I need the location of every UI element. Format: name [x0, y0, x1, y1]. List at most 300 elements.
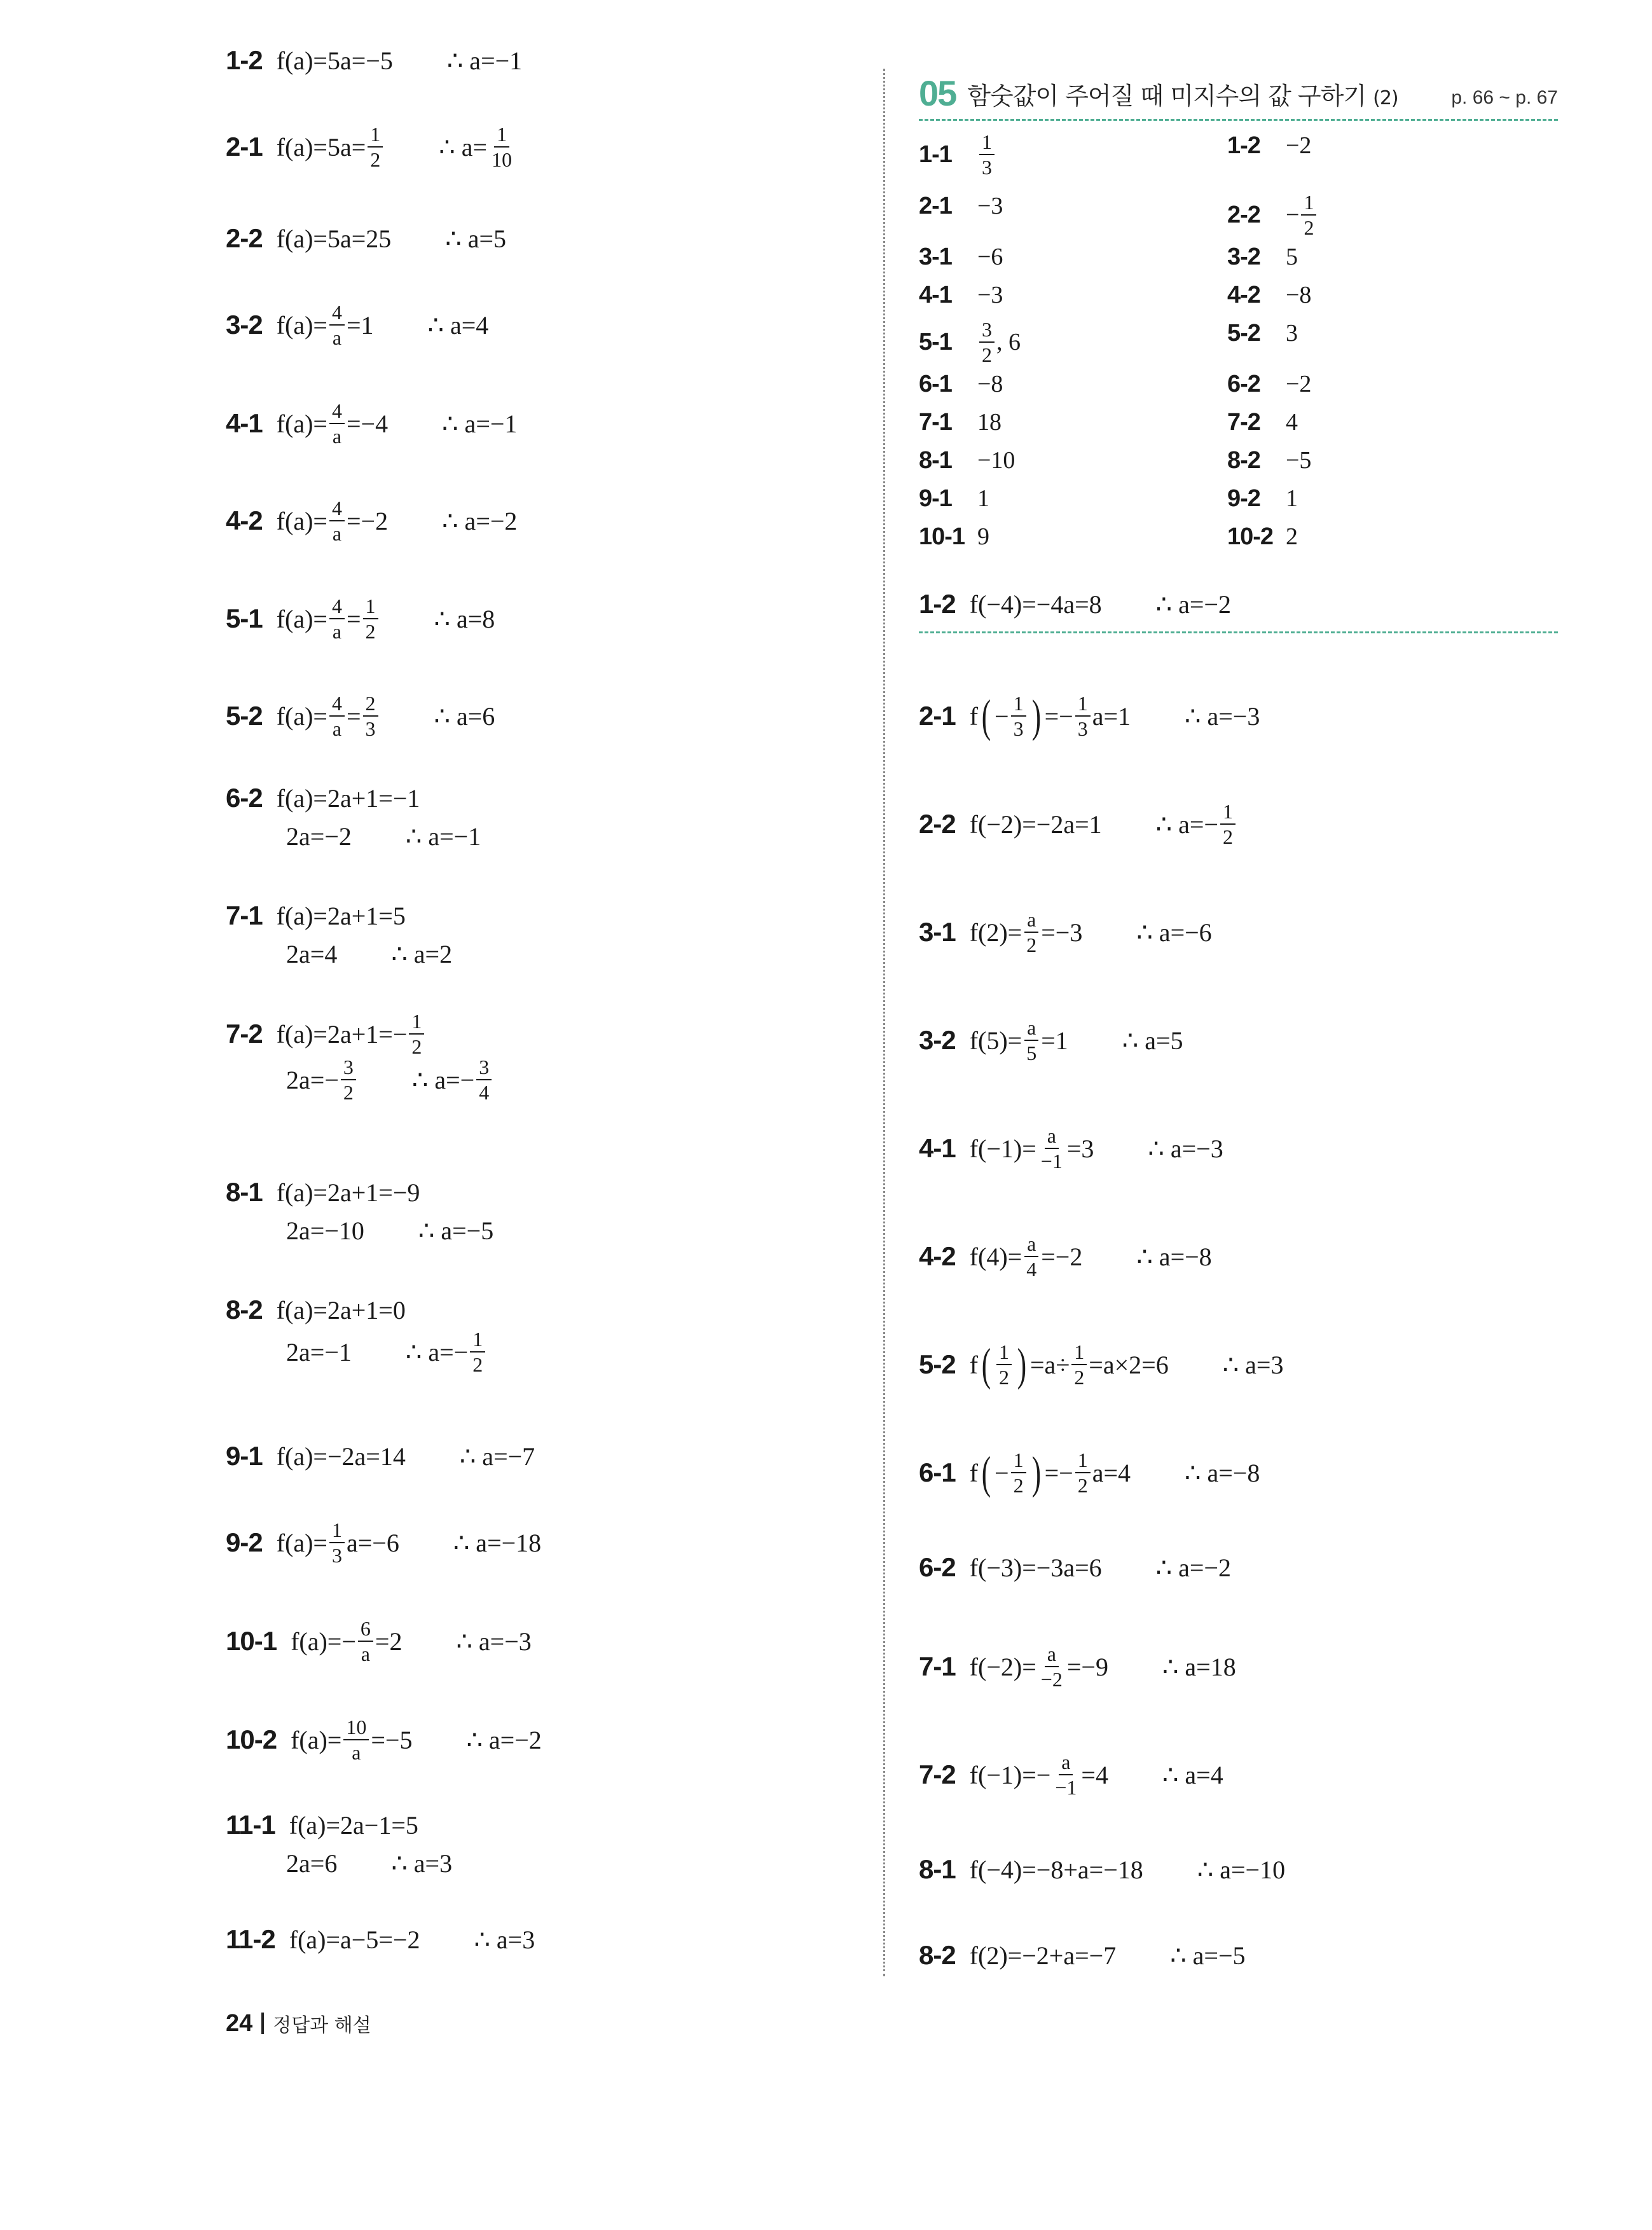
- section-number: 05: [919, 73, 956, 113]
- fraction: [329, 596, 345, 642]
- expr-text: f(−3)=−3a=6: [969, 1553, 1102, 1582]
- answer-label: 2-1: [919, 192, 952, 219]
- solution: [406, 1329, 487, 1375]
- answer-9-2: [1227, 485, 1298, 513]
- answer-value: [977, 485, 989, 513]
- solution: [391, 1848, 452, 1878]
- fraction-denominator: 2: [1074, 1366, 1085, 1389]
- problem-line-1: [919, 1850, 1555, 1889]
- fraction: [1071, 1342, 1087, 1387]
- solution-text: ∴ a=−2: [1155, 589, 1231, 619]
- problem-3-2: [226, 302, 862, 348]
- problem-label: 2-1: [226, 132, 263, 162]
- expression: [277, 1295, 406, 1325]
- expr-text: f(a)=: [276, 310, 327, 340]
- fraction-denominator: 2: [411, 1035, 422, 1058]
- solution: [1136, 1242, 1211, 1272]
- problem-2-1: [226, 124, 862, 170]
- expr-text: f(a)=5a=: [276, 132, 366, 162]
- fraction: [343, 1717, 369, 1763]
- expression: [277, 1520, 399, 1566]
- fraction-numerator: 1: [1075, 693, 1091, 717]
- answer-4-2: [1227, 281, 1311, 309]
- problem-5-2: [226, 693, 862, 739]
- fraction-numerator: 1: [1071, 1342, 1087, 1365]
- problem-10-2: [226, 1717, 862, 1763]
- expr-text: =: [346, 701, 361, 731]
- answer-value: [1286, 523, 1298, 551]
- fraction-denominator: 2: [370, 148, 381, 171]
- fraction-denominator: a: [332, 522, 342, 545]
- answer-text: −8: [977, 371, 1003, 397]
- solution: [434, 701, 495, 731]
- expr-text: f(a)=2a+1=5: [276, 901, 406, 930]
- problem-label: 7-1: [226, 900, 263, 930]
- expr-text: f: [969, 1458, 979, 1487]
- problem-label: 2-2: [226, 223, 263, 253]
- problem-line-1: [226, 302, 862, 348]
- answer-value: [977, 370, 1003, 398]
- expr-text: 2a=6: [286, 1848, 338, 1878]
- expr-text: =a×2=6: [1089, 1350, 1169, 1379]
- answer-2-1: [919, 192, 1003, 220]
- fraction-numerator: 1: [1220, 801, 1236, 825]
- fraction-denominator: 5: [1026, 1042, 1037, 1064]
- problem-line-1: [226, 1520, 862, 1566]
- expr-text: f(a)=2a+1=−: [276, 1019, 408, 1049]
- solution-text: ∴ a=−2: [1155, 1553, 1231, 1582]
- expression: [970, 1234, 1083, 1279]
- expr-text: f(−2)=−2a=1: [969, 809, 1102, 839]
- answer-label: 8-1: [919, 446, 952, 474]
- expr-text: f: [969, 1350, 979, 1379]
- answer-value: [1286, 243, 1298, 271]
- solution-text: ∴ a=−18: [453, 1528, 542, 1557]
- answer-6-2: [1227, 370, 1311, 398]
- expression: [277, 901, 406, 931]
- answer-7-1: [919, 408, 1002, 436]
- problem-label: 2-1: [919, 701, 956, 731]
- fraction-denominator: −1: [1055, 1776, 1077, 1799]
- answer-value: [977, 523, 989, 551]
- problem-line-1: [226, 401, 862, 446]
- problem-1-2: [919, 585, 1555, 623]
- solution-text: ∴ a=−7: [459, 1442, 535, 1471]
- problem-label: 11-1: [226, 1810, 275, 1840]
- fraction-numerator: a: [1024, 1017, 1038, 1041]
- fraction-denominator: 2: [365, 620, 376, 643]
- answer-text: −: [1286, 202, 1300, 228]
- fraction: [329, 1520, 345, 1566]
- expr-text: f(a)=: [276, 409, 327, 438]
- problem-line-1: [919, 1548, 1555, 1586]
- answer-label: 10-1: [919, 523, 965, 550]
- solution-text: ∴ a=−: [411, 1065, 475, 1094]
- problem-label: 8-2: [226, 1295, 263, 1325]
- problem-line-1: [226, 124, 862, 170]
- solution-text: ∴ a=18: [1162, 1652, 1236, 1681]
- expr-text: =a÷: [1030, 1350, 1070, 1379]
- expression: [277, 783, 420, 813]
- fraction: [409, 1011, 424, 1057]
- left-paren: (: [981, 1339, 991, 1390]
- expression: [277, 302, 374, 348]
- expression: [291, 1618, 402, 1664]
- page-number: 24: [226, 2009, 253, 2037]
- expression: [969, 1339, 1169, 1390]
- problem-label: 4-1: [919, 1133, 956, 1163]
- answer-text: −3: [977, 193, 1003, 219]
- expr-text: f(a)=2a+1=−9: [276, 1178, 420, 1207]
- expression: [277, 596, 380, 642]
- answer-text: 9: [977, 523, 989, 550]
- problem-line-1: [226, 693, 862, 739]
- expression: [970, 1752, 1108, 1798]
- fraction-denominator: 4: [1026, 1258, 1037, 1281]
- answer-text: 1: [1286, 485, 1298, 512]
- right-paren: ): [1017, 1339, 1027, 1390]
- problem-7-2: [226, 1011, 862, 1103]
- expression: [970, 1125, 1094, 1171]
- problem-label: 1-2: [919, 589, 956, 619]
- expression: [970, 1553, 1102, 1583]
- expr-text: 2a=−: [286, 1065, 339, 1094]
- answer-label: 1-1: [919, 141, 952, 168]
- expr-text: f(a)=: [276, 701, 327, 731]
- column-divider: [883, 69, 885, 1976]
- solution-text: ∴ a=−5: [418, 1216, 494, 1245]
- fraction-numerator: 1: [1075, 1450, 1091, 1473]
- problem-4-2: [919, 1234, 1555, 1279]
- problem-7-1: [226, 897, 862, 973]
- problem-6-1: [919, 1447, 1555, 1498]
- fraction: [363, 693, 378, 739]
- problem-label: 5-1: [226, 603, 263, 633]
- problem-label: 9-1: [226, 1441, 263, 1471]
- answer-label: 6-2: [1227, 370, 1260, 397]
- answer-label: 6-1: [919, 370, 952, 397]
- expr-text: =−4: [346, 409, 389, 438]
- solution-text: ∴ a=: [439, 132, 488, 162]
- section-title-text: 함숫값이 주어질 때 미지수의 값 구하기: [967, 82, 1366, 111]
- answer-value: [1286, 281, 1311, 309]
- expr-text: f(a)=2a+1=−1: [276, 783, 420, 813]
- fraction-numerator: 1: [1301, 192, 1316, 216]
- problem-line-1: [226, 1717, 862, 1763]
- answer-label: 3-1: [919, 243, 952, 270]
- answer-text: 5: [1286, 244, 1298, 270]
- solution-text: ∴ a=−8: [1185, 1458, 1260, 1487]
- problem-line-1: [919, 585, 1555, 623]
- answer-4-1: [919, 281, 1003, 309]
- fraction-numerator: a: [1045, 1125, 1059, 1149]
- solution: [1162, 1760, 1223, 1790]
- expression: [286, 1337, 352, 1367]
- answer-value: [977, 132, 996, 177]
- footer-text: 정답과 해설: [273, 2014, 371, 2037]
- problem-3-1: [919, 909, 1555, 955]
- expression: [286, 822, 352, 851]
- problem-line-1: [919, 1125, 1555, 1171]
- problem-label: 2-2: [919, 809, 956, 839]
- fraction: [1052, 1752, 1079, 1798]
- fraction: [363, 596, 378, 642]
- solution: [1162, 1652, 1236, 1682]
- problem-line-1: [226, 897, 862, 935]
- solution: [1185, 701, 1260, 731]
- problem-label: 6-2: [226, 783, 263, 813]
- problem-label: 10-1: [226, 1626, 277, 1656]
- section-title: [967, 82, 1398, 111]
- expression: [970, 1644, 1108, 1690]
- solution: [466, 1725, 541, 1755]
- answer-label: 9-2: [1227, 485, 1260, 512]
- fraction-denominator: 3: [1013, 717, 1024, 740]
- answer-value: [1286, 446, 1311, 474]
- solution: [1223, 1350, 1284, 1380]
- problem-4-2: [226, 498, 862, 544]
- answer-text: −10: [977, 447, 1015, 474]
- problem-line-1: [226, 1173, 862, 1211]
- fraction-numerator: 1: [470, 1329, 485, 1352]
- fraction-numerator: a: [1059, 1752, 1073, 1775]
- problem-label: 5-2: [226, 701, 263, 731]
- fraction-numerator: 10: [343, 1717, 369, 1740]
- solution: [1136, 918, 1211, 947]
- problem-label: 10-2: [226, 1724, 277, 1754]
- fraction-denominator: −1: [1040, 1150, 1063, 1173]
- expression: [969, 1447, 1131, 1498]
- problem-line-1: [919, 1644, 1555, 1690]
- expr-text: f(a)=: [291, 1725, 342, 1754]
- fraction-numerator: 2: [363, 693, 378, 717]
- answer-10-1: [919, 523, 989, 551]
- fraction: [1024, 909, 1039, 955]
- expr-text: =−5: [371, 1725, 413, 1754]
- solution: [434, 604, 495, 634]
- problem-label: 4-2: [919, 1241, 956, 1271]
- problem-line-2: [226, 1844, 862, 1882]
- problem-line-1: [226, 1437, 862, 1475]
- answer-grid-divider: [919, 631, 1558, 633]
- expr-text: −: [995, 701, 1009, 731]
- problem-4-1: [226, 401, 862, 446]
- expression: [286, 1216, 364, 1246]
- fraction-numerator: 4: [329, 596, 345, 619]
- expr-text: 2a=−10: [286, 1216, 364, 1245]
- fraction: [1038, 1644, 1065, 1690]
- solution: [439, 124, 516, 170]
- right-paren: ): [1031, 691, 1041, 741]
- page-footer: [226, 2009, 371, 2037]
- solution-text: ∴ a=−1: [446, 46, 523, 75]
- fraction: [1220, 801, 1236, 847]
- expression: [286, 939, 337, 969]
- expr-text: f: [969, 701, 979, 731]
- answer-text: −2: [1286, 371, 1312, 397]
- fraction-denominator: a: [352, 1741, 361, 1764]
- solution: [1185, 1458, 1260, 1488]
- expr-text: =: [346, 604, 361, 633]
- problem-line-1: [919, 801, 1555, 847]
- solution-text: ∴ a=4: [1162, 1760, 1223, 1789]
- fraction-denominator: 3: [365, 717, 376, 740]
- answer-text: 2: [1286, 523, 1298, 550]
- expr-text: =2: [375, 1627, 403, 1656]
- problem-7-2: [919, 1752, 1555, 1798]
- fraction-numerator: 4: [329, 693, 345, 717]
- answer-text: 4: [1286, 409, 1298, 436]
- expression: [277, 1178, 420, 1208]
- answer-9-1: [919, 485, 989, 513]
- solution: [445, 224, 506, 254]
- expr-text: =−2: [1041, 1242, 1083, 1271]
- problem-8-2: [226, 1291, 862, 1375]
- problem-label: 1-2: [226, 45, 263, 75]
- expr-text: f(a)=2a+1=0: [276, 1295, 406, 1325]
- expression: [970, 1017, 1068, 1063]
- fraction: [329, 693, 345, 739]
- fraction-denominator: −2: [1040, 1668, 1063, 1691]
- solution: [1170, 1941, 1245, 1971]
- answer-1-1: [919, 132, 996, 177]
- expression: [970, 809, 1102, 839]
- solution-text: ∴ a=6: [434, 701, 495, 731]
- expr-text: f(a)=: [276, 604, 327, 633]
- problem-line-1: [919, 1447, 1555, 1498]
- expression: [970, 909, 1083, 955]
- solution-text: ∴ a=−1: [405, 822, 481, 851]
- solution: [1156, 1553, 1231, 1583]
- expression: [277, 224, 392, 254]
- answer-label: 10-2: [1227, 523, 1274, 550]
- problem-9-1: [226, 1437, 862, 1475]
- problem-label: 3-2: [919, 1025, 956, 1055]
- fraction: [979, 132, 995, 177]
- answer-2-2: [1227, 192, 1318, 238]
- expr-text: f(a)=5a=−5: [276, 46, 393, 75]
- expression: [277, 124, 385, 170]
- fraction-denominator: a: [361, 1642, 370, 1665]
- expr-text: 2a=4: [286, 939, 338, 968]
- answer-label: 3-2: [1227, 243, 1260, 270]
- problem-1-2: [226, 41, 862, 79]
- problem-7-1: [919, 1644, 1555, 1690]
- answer-value: [977, 319, 1021, 365]
- problem-6-2: [919, 1548, 1555, 1586]
- solution: [1197, 1855, 1285, 1885]
- problem-label: 4-1: [226, 408, 263, 438]
- expression: [277, 693, 380, 739]
- expr-text: =−9: [1066, 1652, 1108, 1681]
- expression: [286, 1057, 358, 1103]
- fraction-numerator: 1: [494, 124, 509, 148]
- answer-value: [1286, 319, 1298, 347]
- fraction-denominator: 2: [999, 1366, 1010, 1389]
- problem-line-1: [226, 596, 862, 642]
- fraction-numerator: a: [1024, 909, 1038, 933]
- fraction: [1024, 1017, 1039, 1063]
- problem-label: 7-2: [226, 1019, 263, 1049]
- solution: [442, 506, 517, 536]
- problem-line-1: [226, 219, 862, 258]
- answer-text: 18: [977, 409, 1002, 436]
- solution-text: ∴ a=3: [1222, 1350, 1284, 1379]
- expr-text: f(−1)=−: [969, 1760, 1051, 1789]
- answer-1-2: [1227, 132, 1311, 160]
- solution-text: ∴ a=4: [427, 310, 489, 340]
- problem-5-2: [919, 1339, 1555, 1390]
- answer-label: 4-2: [1227, 281, 1260, 308]
- problem-label: 8-1: [919, 1854, 956, 1884]
- expr-text: 2a=−1: [286, 1337, 352, 1366]
- solution-text: ∴ a=−: [405, 1337, 469, 1366]
- solution: [412, 1057, 493, 1103]
- expr-text: f(a)=a−5=−2: [289, 1925, 420, 1954]
- expression: [970, 589, 1102, 619]
- fraction-numerator: 4: [329, 302, 345, 326]
- fraction: [1024, 1234, 1039, 1279]
- fraction-denominator: 2: [1026, 933, 1037, 956]
- answer-text: −2: [1286, 132, 1312, 159]
- expr-text: a=−6: [346, 1528, 399, 1557]
- expr-text: f(5)=: [969, 1026, 1022, 1055]
- solution: [428, 310, 489, 340]
- answer-value: [977, 408, 1002, 436]
- expression: [970, 1941, 1117, 1971]
- fraction: [329, 498, 345, 544]
- problem-line-1: [919, 1752, 1555, 1798]
- problem-line-1: [226, 779, 862, 817]
- answer-3-2: [1227, 243, 1298, 271]
- problem-label: 3-2: [226, 310, 263, 340]
- fraction-numerator: 3: [341, 1057, 356, 1080]
- problem-2-2: [919, 801, 1555, 847]
- fraction-denominator: 4: [479, 1081, 490, 1104]
- fraction-denominator: 10: [492, 148, 513, 171]
- problem-8-1: [919, 1850, 1555, 1889]
- fraction-denominator: a: [332, 425, 342, 448]
- expression: [277, 1011, 427, 1057]
- expr-text: f(−2)=: [969, 1652, 1036, 1681]
- expr-text: f(2)=: [969, 918, 1022, 947]
- fraction-denominator: 2: [1013, 1474, 1024, 1497]
- problem-line-2: [226, 1057, 862, 1103]
- answer-label: 8-2: [1227, 446, 1260, 474]
- fraction-numerator: 1: [409, 1011, 424, 1035]
- solution-text: ∴ a=−2: [466, 1725, 542, 1754]
- answer-label: 5-2: [1227, 319, 1260, 347]
- problem-line-1: [919, 1234, 1555, 1279]
- answer-text: 1: [977, 485, 989, 512]
- problem-label: 6-2: [919, 1552, 956, 1582]
- problem-4-1: [919, 1125, 1555, 1171]
- fraction: [329, 401, 345, 446]
- problem-line-1: [226, 1920, 862, 1958]
- problem-line-1: [919, 693, 1555, 739]
- problem-label: 3-1: [919, 917, 956, 947]
- answer-value: [977, 192, 1003, 220]
- fraction: [1301, 192, 1316, 238]
- fraction-denominator: 2: [343, 1081, 354, 1104]
- fraction-numerator: 4: [329, 401, 345, 424]
- solution-text: ∴ a=−3: [1148, 1134, 1223, 1163]
- expr-text: f(−4)=−8+a=−18: [969, 1855, 1143, 1884]
- problem-2-1: [919, 693, 1555, 739]
- expr-text: −: [995, 1458, 1009, 1487]
- fraction: [341, 1057, 356, 1103]
- problem-line-2: [226, 935, 862, 973]
